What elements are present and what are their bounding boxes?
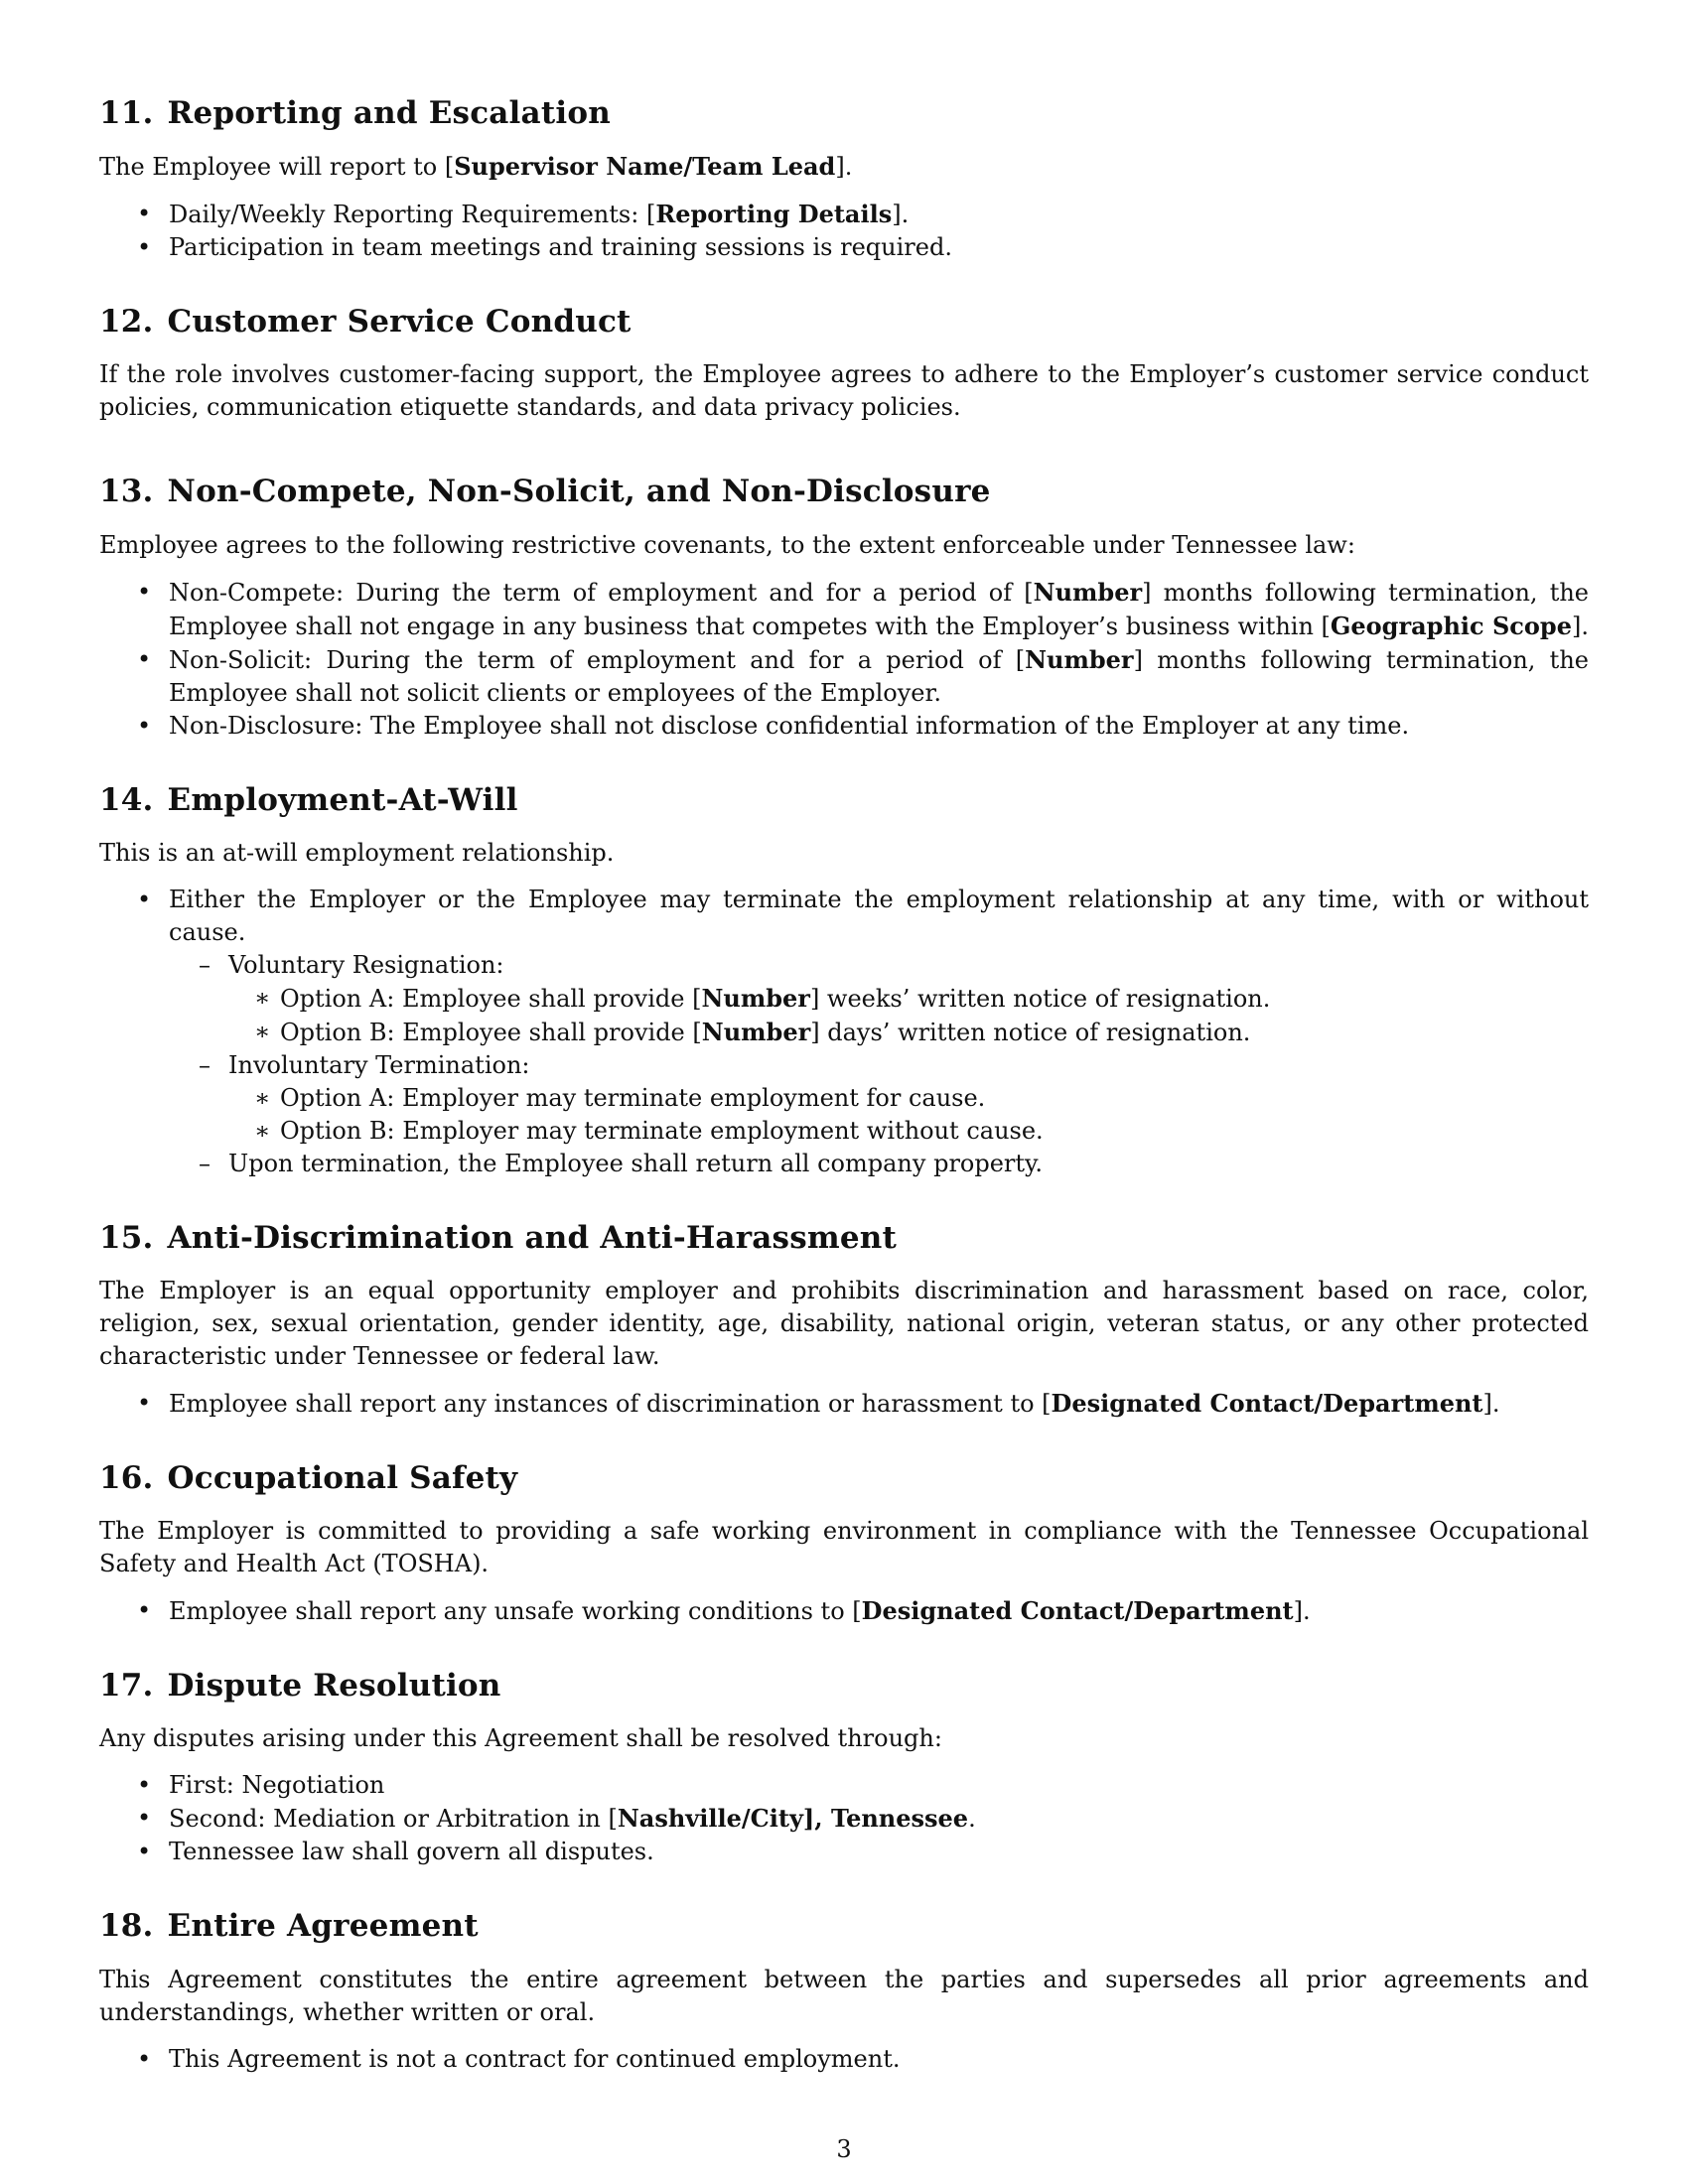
section-11 bbox=[99, 95, 1589, 264]
section-heading: 15. Anti-Discrimination and Anti-Harassment bbox=[99, 1219, 898, 1256]
section-paragraph: This Agreement constitutes the entire agreement between the parties and supersedes all prior agreements and understandings, whether written or oral. bbox=[99, 1965, 1589, 2026]
section-paragraph: This is an at-will employment relationship. bbox=[99, 838, 615, 867]
list-item: – Voluntary Resignation: bbox=[99, 949, 1589, 982]
section-12 bbox=[99, 304, 1589, 424]
bullet-list bbox=[99, 2043, 1589, 2076]
section-heading: 17. Dispute Resolution bbox=[99, 1668, 501, 1705]
sub-sub-list bbox=[99, 1082, 1589, 1148]
section-paragraph: The Employer is an equal opportunity employer and prohibits discrimination and harassment based on race, color, religion, sex, sexual orientation, gender identity, age, disability, national origin, veteran status, or any other protected characteristic under Tennessee or federal law. bbox=[99, 1276, 1589, 1370]
section-heading: 12. Customer Service Conduct bbox=[99, 304, 632, 341]
list-item: ∗ Option B: Employee shall provide [Number] days’ written notice of resignation. bbox=[99, 1016, 1589, 1049]
bullet-list bbox=[99, 1594, 1589, 1628]
section-15 bbox=[99, 1220, 1589, 1421]
sub-list bbox=[99, 1049, 1589, 1082]
section-heading: 13. Non-Compete, Non-Solicit, and Non-Disclosure bbox=[99, 474, 991, 510]
list-item: ∗ Option B: Employer may terminate employment without cause. bbox=[99, 1115, 1589, 1148]
list-item: • Participation in team meetings and training sessions is required. bbox=[99, 231, 1589, 264]
section-heading: 11. Reporting and Escalation bbox=[99, 95, 611, 131]
sub-list bbox=[99, 949, 1589, 982]
section-14 bbox=[99, 782, 1589, 1180]
section-heading: 16. Occupational Safety bbox=[99, 1459, 518, 1496]
list-item: • Second: Mediation or Arbitration in [Nashville/City], Tennessee. bbox=[99, 1802, 1589, 1836]
sub-list bbox=[99, 1148, 1589, 1180]
bullet-list bbox=[99, 1387, 1589, 1421]
section-paragraph: If the role involves customer-facing support, the Employee agrees to adhere to the Employer’s customer service conduct policies, communication etiquette standards, and data privacy policies. bbox=[99, 360, 1589, 422]
list-item: • Non-Solicit: During the term of employment and for a period of [Number] months following termination, the Employee shall not solicit clients or employees of the Employer. bbox=[99, 643, 1589, 710]
section-heading: 14. Employment-At-Will bbox=[99, 781, 518, 818]
section-paragraph: The Employer is committed to providing a safe working environment in compliance with the Tennessee Occupational Safety and Health Act (TOSHA). bbox=[99, 1517, 1589, 1578]
list-item: • Non-Compete: During the term of employment and for a period of [Number] months following termination, the Employee shall not engage in any business that competes with the Employer’s business within [Geographic Scope]. bbox=[99, 576, 1589, 643]
section-18 bbox=[99, 1908, 1589, 2075]
bullet-list bbox=[99, 198, 1589, 264]
list-item: • Daily/Weekly Reporting Requirements: [Reporting Details]. bbox=[99, 198, 1589, 231]
list-item: • First: Negotiation bbox=[99, 1769, 1589, 1802]
list-item: • Employee shall report any instances of discrimination or harassment to [Designated Contact/Department]. bbox=[99, 1387, 1589, 1421]
bullet-list bbox=[99, 576, 1589, 743]
list-item: • Non-Disclosure: The Employee shall not disclose confidential information of the Employer at any time. bbox=[99, 710, 1589, 743]
list-item: • Either the Employer or the Employee may terminate the employment relationship at any time, with or without cause. bbox=[99, 884, 1589, 949]
section-paragraph: Employee agrees to the following restrictive covenants, to the extent enforceable under Tennessee law: bbox=[99, 530, 1355, 559]
list-item: • Tennessee law shall govern all disputes. bbox=[99, 1836, 1589, 1868]
list-item: • Employee shall report any unsafe working conditions to [Designated Contact/Department]. bbox=[99, 1594, 1589, 1628]
sub-sub-list bbox=[99, 982, 1589, 1049]
section-16 bbox=[99, 1460, 1589, 1628]
bullet-list bbox=[99, 1769, 1589, 1868]
bullet-list bbox=[99, 884, 1589, 949]
section-paragraph: The Employee will report to [Supervisor Name/Team Lead]. bbox=[99, 152, 853, 182]
list-item: – Involuntary Termination: bbox=[99, 1049, 1589, 1082]
list-item: • This Agreement is not a contract for continued employment. bbox=[99, 2043, 1589, 2076]
list-item: – Upon termination, the Employee shall return all company property. bbox=[99, 1148, 1589, 1180]
section-13 bbox=[99, 474, 1589, 742]
list-item: ∗ Option A: Employer may terminate employment for cause. bbox=[99, 1082, 1589, 1115]
section-heading: 18. Entire Agreement bbox=[99, 1908, 479, 1945]
document-page bbox=[99, 95, 1589, 2076]
section-paragraph: Any disputes arising under this Agreement shall be resolved through: bbox=[99, 1724, 942, 1753]
list-item: ∗ Option A: Employee shall provide [Number] weeks’ written notice of resignation. bbox=[99, 982, 1589, 1016]
page-number: 3 bbox=[836, 2135, 852, 2163]
section-17 bbox=[99, 1668, 1589, 1868]
